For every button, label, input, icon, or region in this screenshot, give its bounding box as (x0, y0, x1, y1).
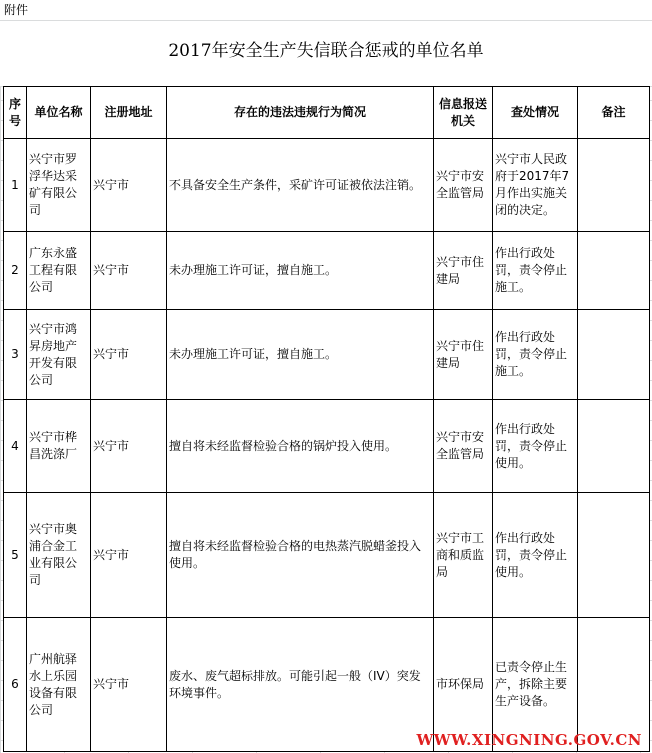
unit-list-table (3, 86, 650, 752)
attachment-label: 附件 (0, 0, 652, 21)
site-watermark: WWW.XINGNING.GOV.CN (416, 731, 642, 749)
row-seq: 1 (4, 139, 27, 232)
row-violation: 不具备安全生产条件，采矿许可证被依法注销。 (167, 139, 434, 232)
row-address: 兴宁市 (91, 310, 167, 400)
row-address: 兴宁市 (91, 618, 167, 752)
table-row (4, 310, 650, 400)
row-handling: 已责令停止生产，拆除主要生产设备。 (493, 618, 578, 752)
row-name: 兴宁市桦昌洗涤厂 (27, 400, 91, 493)
header-address: 注册地址 (91, 87, 167, 139)
header-handling: 查处情况 (493, 87, 578, 139)
row-remark (578, 232, 650, 310)
row-address: 兴宁市 (91, 139, 167, 232)
row-address: 兴宁市 (91, 232, 167, 310)
row-reporter: 兴宁市工商和质监局 (434, 493, 493, 618)
row-address: 兴宁市 (91, 400, 167, 493)
row-reporter: 兴宁市安全监管局 (434, 139, 493, 232)
header-violation: 存在的违法违规行为简况 (167, 87, 434, 139)
row-name: 兴宁市罗浮华达采矿有限公司 (27, 139, 91, 232)
row-reporter: 市环保局 (434, 618, 493, 752)
row-seq: 6 (4, 618, 27, 752)
row-address: 兴宁市 (91, 493, 167, 618)
row-seq: 4 (4, 400, 27, 493)
row-seq: 3 (4, 310, 27, 400)
table-row (4, 139, 650, 232)
row-violation: 未办理施工许可证，擅自施工。 (167, 232, 434, 310)
row-reporter: 兴宁市住建局 (434, 310, 493, 400)
row-remark (578, 493, 650, 618)
row-handling: 作出行政处罚，责令停止使用。 (493, 493, 578, 618)
header-reporter: 信息报送机关 (434, 87, 493, 139)
row-remark (578, 400, 650, 493)
row-name: 兴宁市奥浦合金工业有限公司 (27, 493, 91, 618)
row-handling: 作出行政处罚，责令停止施工。 (493, 232, 578, 310)
table-row (4, 400, 650, 493)
row-name: 广东永盛工程有限公司 (27, 232, 91, 310)
row-violation: 擅自将未经监督检验合格的电热蒸汽脱蜡釜投入使用。 (167, 493, 434, 618)
row-handling: 兴宁市人民政府于2017年7月作出实施关闭的决定。 (493, 139, 578, 232)
row-remark (578, 139, 650, 232)
header-row (4, 87, 650, 139)
row-reporter: 兴宁市住建局 (434, 232, 493, 310)
row-seq: 2 (4, 232, 27, 310)
row-reporter: 兴宁市安全监管局 (434, 400, 493, 493)
document-title: 2017年安全生产失信联合惩戒的单位名单 (168, 41, 484, 61)
table-row (4, 232, 650, 310)
header-name: 单位名称 (27, 87, 91, 139)
row-remark (578, 310, 650, 400)
row-violation: 废水、废气超标排放。可能引起一般（IV）突发环境事件。 (167, 618, 434, 752)
row-violation: 擅自将未经监督检验合格的锅炉投入使用。 (167, 400, 434, 493)
header-seq: 序号 (4, 87, 27, 139)
row-name: 广州航驿水上乐园设备有限公司 (27, 618, 91, 752)
header-remark: 备注 (578, 87, 650, 139)
row-handling: 作出行政处罚，责令停止使用。 (493, 400, 578, 493)
row-name: 兴宁市鸿昇房地产开发有限公司 (27, 310, 91, 400)
row-seq: 5 (4, 493, 27, 618)
row-handling: 作出行政处罚，责令停止施工。 (493, 310, 578, 400)
table-row (4, 493, 650, 618)
row-violation: 未办理施工许可证，擅自施工。 (167, 310, 434, 400)
